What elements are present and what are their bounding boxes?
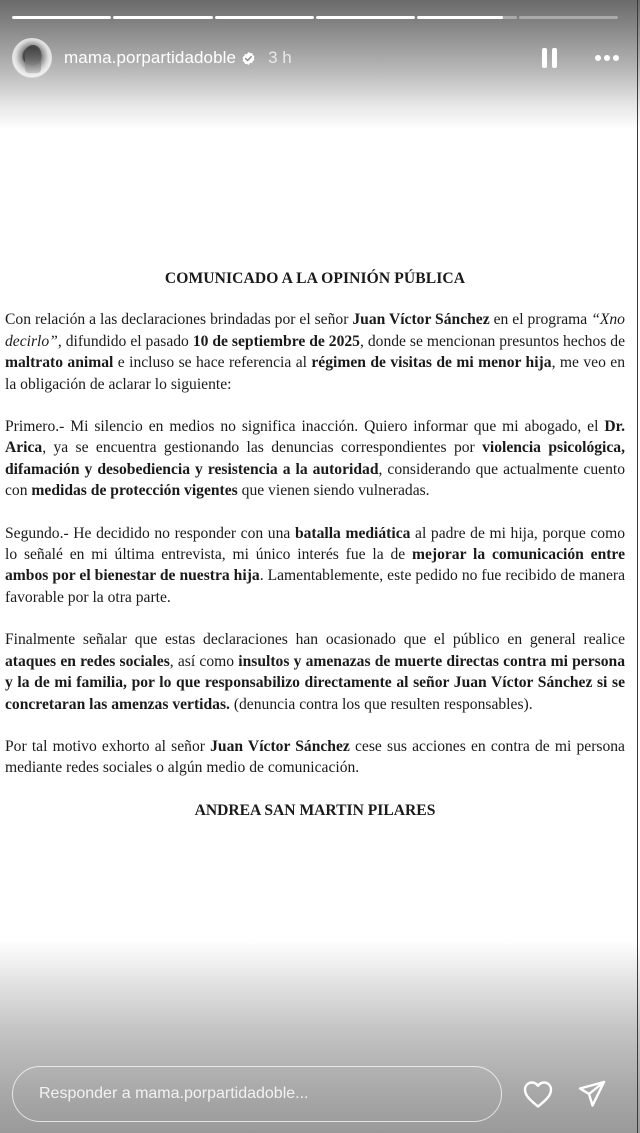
progress-segment-5 [417,16,516,19]
bold-text: régimen de visitas de mi menor hija [311,354,552,372]
text: en el programa [489,311,592,329]
text: al padre de mi hija, porque como lo señalé en mi última entrevista, mi único interés fue la de [5,524,625,564]
progress-segment-6 [519,16,618,19]
progress-segment-3 [215,16,314,19]
text: Finalmente señalar que estas declaraciones han ocasionado que el público en general realice [5,631,625,649]
text: , donde se mencionan presuntos hechos de [359,332,625,350]
frame-edge [637,0,638,1133]
like-button[interactable] [518,1074,558,1114]
pause-button[interactable] [536,43,562,73]
text: , ya se encuentra gestionando las denuncias correspondientes por [42,439,483,457]
bold-text: Dr. Arica [5,418,625,457]
bold-text: batalla mediática [294,524,411,542]
text: Primero.- Mi silencio en medios no significa inacción. Quiero informar que mi abogado, el [5,418,605,436]
text: Con relación a las declaraciones brindadas por el señor [5,311,353,329]
text: Segundo.- He decidido no responder con una [5,524,295,542]
story-progress-bar [12,16,618,19]
paragraph-finalmente [5,629,625,715]
progress-segment-2 [113,16,212,19]
progress-segment-1 [12,16,111,19]
text: e incluso se hace referencia al [113,354,312,372]
reply-input[interactable] [12,1066,502,1122]
bold-text: maltrato animal [5,354,114,372]
text: . Lamentablemente, este pedido no fue recibido de manera favorable por la otra parte. [5,567,625,606]
text: (denuncia contra los que resulten responsables). [229,695,533,713]
paragraph-exhorto [5,736,625,779]
send-button[interactable] [572,1074,612,1114]
paragraph-segundo [5,523,625,609]
paragraph-intro [5,309,625,395]
post-time: 3 h [268,48,292,67]
verified-badge-icon [241,51,256,66]
pause-icon [542,48,547,68]
bold-text: Juan Víctor Sánchez [210,737,350,755]
story-header [12,36,628,80]
more-horizontal-icon [595,55,601,61]
paragraph-primero [5,416,625,502]
more-dot [613,55,619,61]
text: cese sus acciones en contra de mi persona mediante redes sociales o algún medio de comunicación. [5,737,625,777]
bold-text: insultos y amenazas de muerte directas contra mi persona y la de mi familia, por lo que responsabilizo directamente al señor Juan Víctor Sánchez si se concretaran las amenzas vertidas. [5,652,625,713]
bold-text: violencia psicológica, difamación y desobediencia y resistencia a la autoridad [5,439,625,478]
send-icon [577,1079,607,1109]
document-title: COMUNICADO A LA OPINIÓN PÚBLICA [164,270,466,287]
statement-document [5,268,625,821]
more-options-button[interactable] [592,43,622,73]
text: , considerando que actualmente cuento con [5,460,625,500]
bold-text: medidas de protección vigentes [31,482,238,500]
avatar[interactable] [12,38,52,78]
progress-segment-4 [316,16,415,19]
username-link[interactable]: mama.porpartidadoble [64,48,237,67]
text: que vienen siendo vulneradas. [237,482,430,500]
bold-text: mejorar la comunicación entre ambos por el bienestar de nuestra hija [5,546,625,585]
text: , difundido el pasado [57,332,193,350]
italic-text: “Xno decirlo” [5,311,625,350]
bold-text: ataques en redes sociales [5,652,170,670]
more-dot [604,55,610,61]
bold-text: Juan Víctor Sánchez [352,311,490,329]
story-footer [12,1066,628,1122]
text: , así como [169,652,239,670]
signature: ANDREA SAN MARTIN PILARES [194,801,436,819]
bold-text: 10 de septiembre de 2025 [192,332,360,350]
text: , me veo en la obligación de aclarar lo siguiente: [5,354,625,393]
text: Por tal motivo exhorto al señor [5,737,211,755]
heart-icon [522,1079,554,1109]
pause-icon-bar [552,48,557,68]
